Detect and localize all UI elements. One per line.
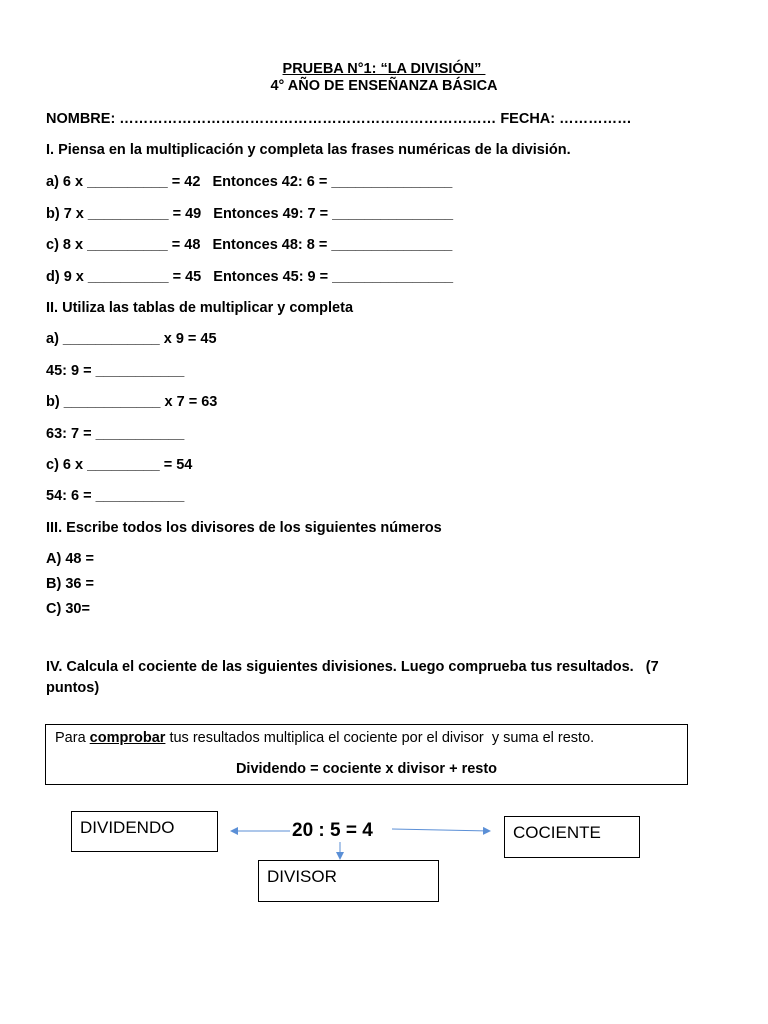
section-3-item-a: A) 48 = <box>46 551 94 567</box>
division-example: 20 : 5 = 4 <box>292 820 373 841</box>
section-3-heading: III. Escribe todos los divisores de los siguientes números <box>46 520 442 536</box>
note-suffix: tus resultados multiplica el cociente por el divisor y suma el resto. <box>165 730 595 746</box>
section-2-item-a: a) ____________ x 9 = 45 <box>46 331 217 347</box>
section-2-item-a-division: 45: 9 = ___________ <box>46 363 185 379</box>
section-2-item-b-division: 63: 7 = ___________ <box>46 426 185 442</box>
note-prefix: Para <box>55 730 90 746</box>
section-2-heading: II. Utiliza las tablas de multiplicar y completa <box>46 300 354 316</box>
section-4-heading: IV. Calcula el cociente de las siguientes divisiones. Luego comprueba tus resultados. (7 <box>46 659 659 675</box>
verification-formula: Dividendo = cociente x divisor + resto <box>235 761 498 777</box>
section-4-heading-continued: puntos) <box>46 680 100 696</box>
section-2-item-c-division: 54: 6 = ___________ <box>46 488 185 504</box>
section-3-item-c: C) 30= <box>46 601 90 617</box>
section-2-item-b: b) ____________ x 7 = 63 <box>46 394 218 410</box>
quotient-label: COCIENTE <box>513 823 601 842</box>
worksheet-subtitle: 4° AÑO DE ENSEÑANZA BÁSICA <box>270 78 498 94</box>
dividend-label: DIVIDENDO <box>80 818 175 837</box>
section-2-item-c: c) 6 x _________ = 54 <box>46 457 193 473</box>
section-1-item-b: b) 7 x __________ = 49 Entonces 49: 7 = _______________ <box>46 206 454 222</box>
section-1-heading: I. Piensa en la multiplicación y completa las frases numéricas de la división. <box>46 142 571 158</box>
arrow-to-quotient <box>392 829 490 831</box>
worksheet-title: PRUEBA N°1: “LA DIVISIÓN” <box>282 61 486 77</box>
name-date-line: NOMBRE: …………………………………………………………………… FECHA: …………… <box>46 111 632 127</box>
divisor-label: DIVISOR <box>267 867 337 886</box>
section-1-item-a: a) 6 x __________ = 42 Entonces 42: 6 = _______________ <box>46 174 453 190</box>
section-1-item-c: c) 8 x __________ = 48 Entonces 48: 8 = _______________ <box>46 237 453 253</box>
section-3-item-b: B) 36 = <box>46 576 94 592</box>
section-1-item-d: d) 9 x __________ = 45 Entonces 45: 9 = _______________ <box>46 269 454 285</box>
note-emphasis: comprobar <box>89 730 166 746</box>
